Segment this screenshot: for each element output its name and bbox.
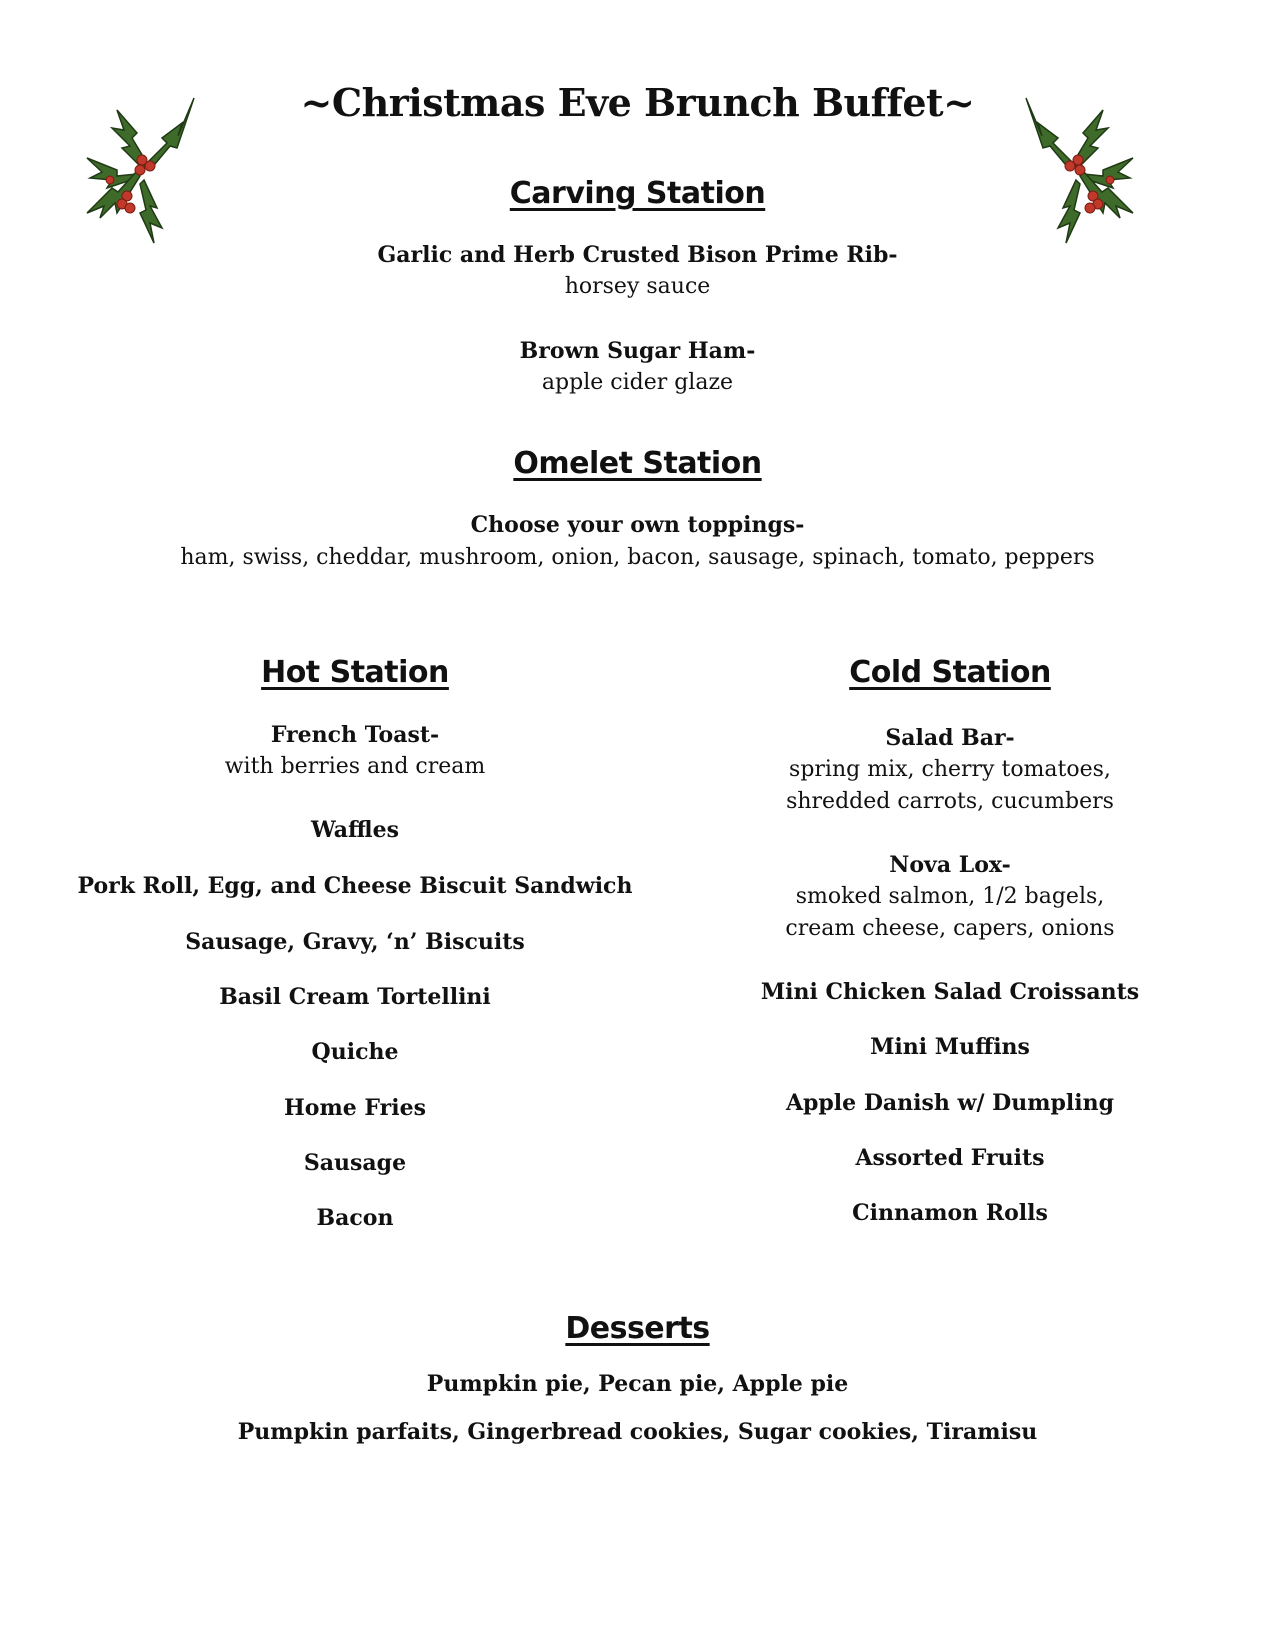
hot-item: Sausage, Gravy, ‘n’ Biscuits	[185, 929, 525, 955]
hot-station-heading: Hot Station	[261, 655, 449, 690]
hot-item: Pork Roll, Egg, and Cheese Biscuit Sandwich	[77, 873, 633, 899]
hot-item: Home Fries	[284, 1095, 426, 1121]
cold-item-name: Nova Lox-	[889, 852, 1011, 878]
hot-item: Sausage	[303, 1150, 407, 1176]
omelet-station-heading: Omelet Station	[513, 446, 762, 481]
cold-item-name: Salad Bar-	[885, 725, 1015, 751]
cold-item: Assorted Fruits	[855, 1145, 1045, 1171]
cold-item-desc: cream cheese, capers, onions	[785, 916, 1115, 941]
omelet-item-desc: ham, swiss, cheddar, mushroom, onion, bacon, sausage, spinach, tomato, peppers	[180, 545, 1095, 570]
hot-item: Basil Cream Tortellini	[219, 984, 491, 1010]
hot-item-name: French Toast-	[270, 722, 440, 748]
cold-item-desc: shredded carrots, cucumbers	[786, 789, 1114, 814]
cold-item: Mini Muffins	[870, 1034, 1030, 1060]
dessert-line: Pumpkin parfaits, Gingerbread cookies, Sugar cookies, Tiramisu	[237, 1419, 1038, 1445]
cold-item: Apple Danish w/ Dumpling	[785, 1090, 1115, 1116]
carving-station-heading: Carving Station	[509, 176, 766, 211]
hot-item: Quiche	[311, 1039, 399, 1065]
cold-item-desc: spring mix, cherry tomatoes,	[789, 757, 1111, 782]
hot-item: Waffles	[311, 817, 399, 843]
omelet-item-name: Choose your own toppings-	[470, 512, 805, 538]
page-title: ~Christmas Eve Brunch Buffet~	[300, 80, 975, 125]
cold-item-desc: smoked salmon, 1/2 bagels,	[795, 884, 1105, 909]
cold-item: Cinnamon Rolls	[852, 1200, 1048, 1226]
carving-item-desc: horsey sauce	[564, 274, 711, 299]
cold-station-heading: Cold Station	[849, 655, 1051, 690]
hot-item: Bacon	[316, 1205, 394, 1231]
carving-item-desc: apple cider glaze	[541, 370, 734, 395]
carving-item-name: Garlic and Herb Crusted Bison Prime Rib-	[377, 242, 898, 268]
dessert-line: Pumpkin pie, Pecan pie, Apple pie	[426, 1371, 849, 1397]
hot-item-desc: with berries and cream	[224, 754, 486, 779]
cold-item: Mini Chicken Salad Croissants	[760, 979, 1140, 1005]
desserts-heading: Desserts	[565, 1311, 710, 1346]
carving-item-name: Brown Sugar Ham-	[519, 338, 756, 364]
